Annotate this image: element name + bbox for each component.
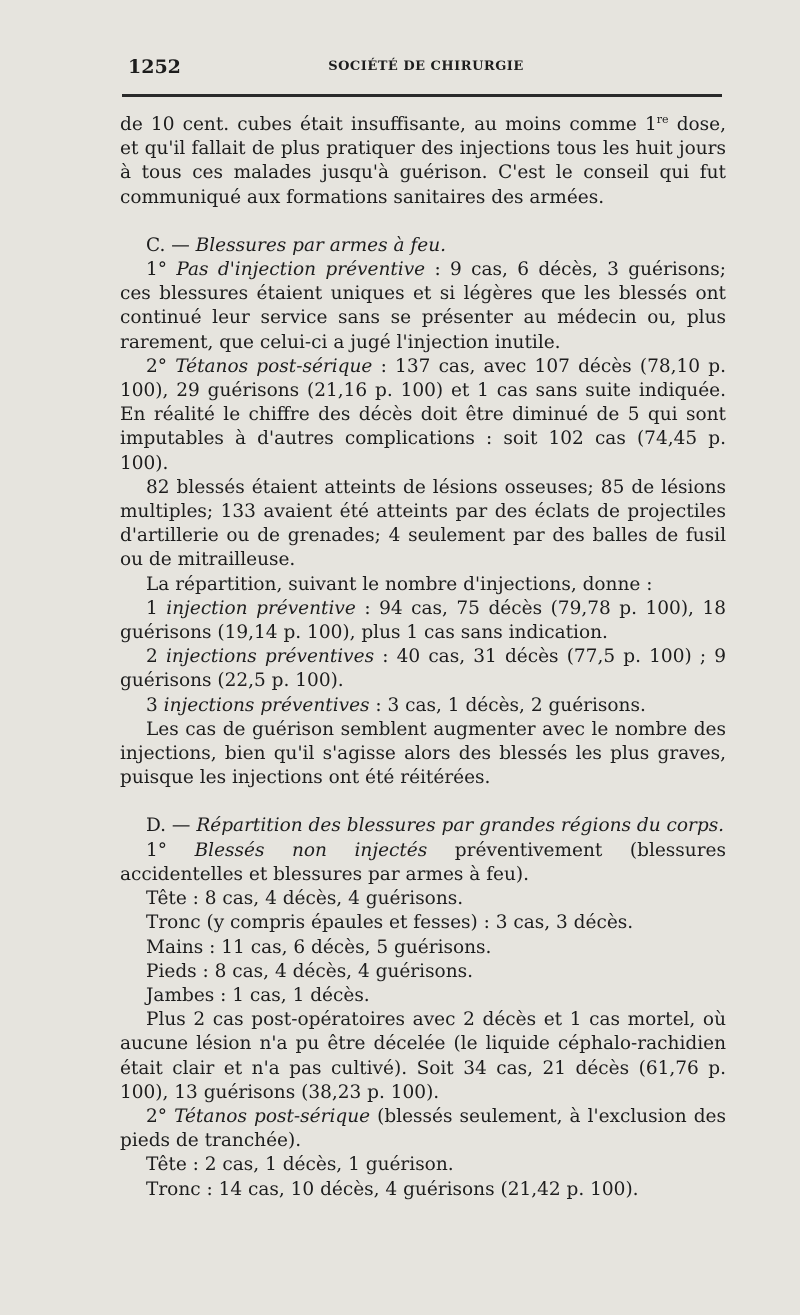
header-rule	[122, 94, 722, 97]
section-c-label: C. —	[146, 234, 196, 256]
section-gap	[120, 210, 726, 234]
body-text	[120, 113, 726, 1202]
c-inj1-number: 1	[146, 597, 167, 619]
section-heading-d	[120, 814, 726, 838]
c1-text: : 9 cas, 6 décès, 3 guérisons; ces blessures étaient uniques et si légères que les blessés ont continué leur service sans se présenter au médecin ou, plus rarement, que celui-ci a jugé l'injection inutile.	[120, 259, 727, 353]
paragraph-c-conclusion: Les cas de guérison semblent augmenter avec le nombre des injections, bien qu'il s'agisse alors des blessés les plus graves, puisque les injections ont été réitérées.	[120, 718, 726, 789]
d1-title: Blessés non injectés	[194, 839, 428, 861]
section-d-title: Répartition des blessures par grandes régions du corps.	[196, 815, 725, 837]
c-inj2-text: : 40 cas, 31 décès (77,5 p. 100) ; 9 guérisons (22,5 p. 100).	[120, 646, 726, 692]
c-inj2-number: 2	[146, 646, 166, 668]
paragraph-intro	[120, 113, 726, 210]
d2-title: Tétanos post-sérique	[174, 1105, 371, 1127]
paragraph-c-82: 82 blessés étaient atteints de lésions osseuses; 85 de lésions multiples; 133 avaient été atteints par des éclats de projectiles d'artillerie ou de grenades; 4 seulement par des balles de fusil ou de mitrailleuse.	[120, 476, 726, 571]
paragraph-d1	[120, 839, 726, 887]
c-inj2-title: injections préventives	[165, 646, 375, 668]
c2-text: : 137 cas, avec 107 décès (78,10 p. 100), 29 guérisons (21,16 p. 100) et 1 cas sans suite indiquée. En réalité le chiffre des décès doit être diminué de 5 qui sont imputables à d'autres complications : soit 102 cas (74,45 p. 100).	[120, 355, 727, 474]
paragraph-c-repartition: La répartition, suivant le nombre d'injections, donne :	[146, 573, 653, 595]
running-title: SOCIÉTÉ DE CHIRURGIE	[328, 59, 524, 74]
intro-text-a: de 10 cent. cubes était insuffisante, au moins comme 1	[120, 114, 657, 135]
section-c-title: Blessures par armes à feu.	[195, 234, 447, 256]
d1-item-trunk: Tronc (y compris épaules et fesses) : 3 cas, 3 décès.	[146, 912, 634, 934]
c-inj1-text: : 94 cas, 75 décès (79,78 p. 100), 18 guérisons (19,14 p. 100), plus 1 cas sans indication.	[120, 597, 726, 644]
d2-item-trunk: Tronc : 14 cas, 10 décès, 4 guérisons (21,42 p. 100).	[146, 1178, 639, 1200]
d1-item-feet: Pieds : 8 cas, 4 décès, 4 guérisons.	[146, 960, 473, 982]
section-gap	[120, 790, 726, 814]
paragraph-c-inj3	[120, 694, 726, 718]
d2-text: (blessés seulement, à l'exclusion des pieds de tranchée).	[120, 1105, 726, 1152]
page-number: 1252	[128, 56, 181, 78]
c1-title: Pas d'injection préventive	[176, 259, 426, 281]
d1-item-legs: Jambes : 1 cas, 1 décès.	[146, 984, 370, 1006]
paragraph-c-inj2	[120, 645, 726, 693]
intro-superscript: re	[656, 112, 669, 126]
c1-number: 1°	[146, 259, 177, 281]
paragraph-d1-summary: Plus 2 cas post-opératoires avec 2 décès et 1 cas mortel, où aucune lésion n'a pu être décelée (le liquide céphalo-rachidien était clair et n'a pas cultivé). Soit 34 cas, 21 décès (61,76 p. 100), 13 guérisons (38,23 p. 100).	[120, 1009, 726, 1103]
paragraph-c2	[120, 355, 726, 476]
d2-number: 2°	[146, 1105, 175, 1127]
d1-number: 1°	[146, 839, 195, 861]
c-inj1-title: injection préventive	[166, 597, 356, 619]
c-inj3-text: : 3 cas, 1 décès, 2 guérisons.	[369, 694, 646, 716]
paragraph-c1	[120, 258, 726, 355]
d1-item-hands: Mains : 11 cas, 6 décès, 5 guérisons.	[146, 936, 492, 958]
page-header	[128, 56, 724, 80]
paragraph-c-inj1	[120, 597, 726, 645]
d1-item-head: Tête : 8 cas, 4 décès, 4 guérisons.	[146, 888, 464, 910]
section-heading-c	[120, 234, 726, 258]
c2-title: Tétanos post-sérique	[175, 355, 373, 377]
section-d-label: D. —	[146, 815, 197, 837]
d1-text: préventivement (blessures accidentelles et blessures par armes à feu).	[120, 839, 726, 885]
c-inj3-title: injections préventives	[163, 694, 370, 716]
c-inj3-number: 3	[146, 694, 164, 716]
c2-number: 2°	[146, 355, 176, 377]
paragraph-d2	[120, 1105, 726, 1153]
intro-text-b: dose, et qu'il fallait de plus pratiquer des injections tous les huit jours à tous ces malades jusqu'à guérison. C'est le conseil qui fut communiqué aux formations sanitaires des armées.	[120, 114, 726, 208]
d2-item-head: Tête : 2 cas, 1 décès, 1 guérison.	[146, 1154, 454, 1176]
